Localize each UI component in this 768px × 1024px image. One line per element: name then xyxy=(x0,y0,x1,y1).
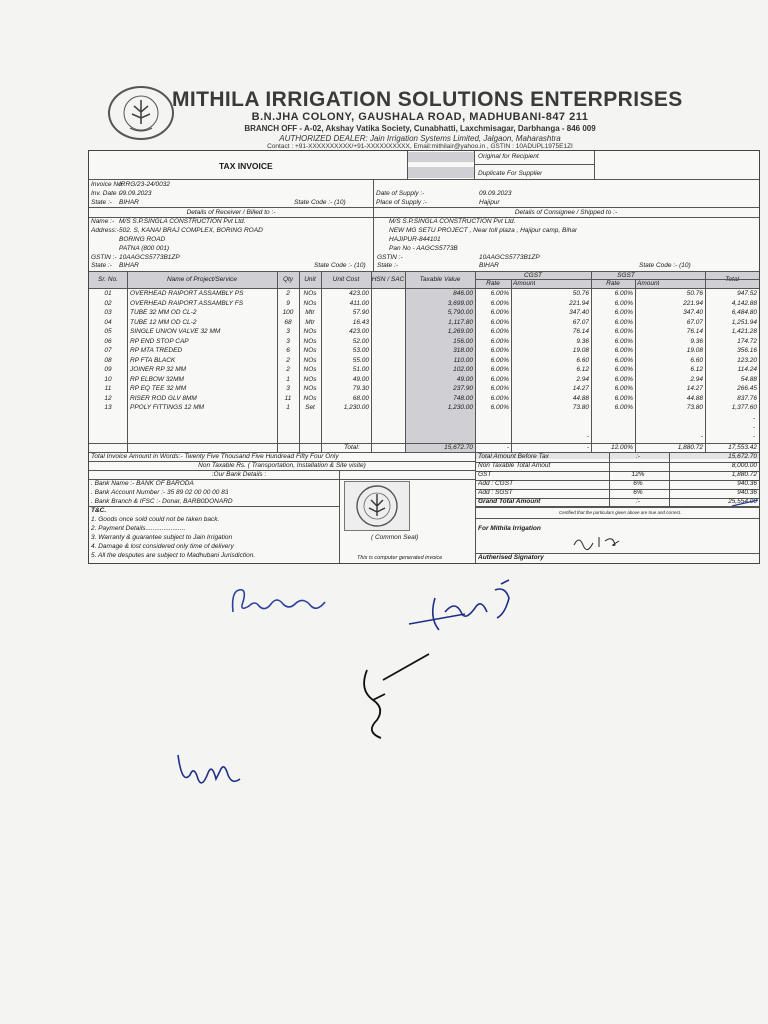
invoice-no-label: Invoice No. xyxy=(91,181,124,188)
item-unit: Mtr xyxy=(305,309,315,316)
item-sr: 11 xyxy=(104,385,112,392)
signature-2 xyxy=(405,578,525,638)
supply-date: 09.09.2023 xyxy=(479,190,512,197)
invoice-table xyxy=(88,150,760,564)
item-qty: 1 xyxy=(286,404,290,411)
certification-note: Certified that the particulars given above are true and correct. xyxy=(559,510,682,515)
item-crate: 6.00% xyxy=(490,309,509,316)
item-camt: 347.40 xyxy=(569,309,589,316)
item-crate: 6.00% xyxy=(490,366,509,373)
summary-label: Grand Total Amount xyxy=(478,498,541,505)
item-samt: 50.76 xyxy=(686,290,703,297)
receiver-gstin: 10AAGCS5773B1ZP xyxy=(119,254,180,261)
item-name: RP FTA BLACK xyxy=(130,356,176,364)
item-qty: 3 xyxy=(286,385,290,392)
item-cost: 1,230.00 xyxy=(343,404,369,411)
invoice-date: 09.09.2023 xyxy=(119,190,152,197)
item-camt: 6.60 xyxy=(576,356,589,364)
item-crate: 6.00% xyxy=(490,385,509,392)
item-cost: 411.00 xyxy=(349,299,369,307)
stray-mark xyxy=(730,498,760,508)
item-sr: 09 xyxy=(104,366,112,373)
summary-label: Non Taxable Total Amout xyxy=(478,462,551,469)
item-total: 1,377.60 xyxy=(731,404,757,411)
item-name: JOINER RP 32 MM xyxy=(130,366,187,373)
empty-dash: - xyxy=(752,424,755,431)
item-samt: 73.80 xyxy=(686,404,703,411)
item-qty: 1 xyxy=(286,375,290,383)
item-srate: 6.00% xyxy=(614,347,633,354)
col-name: Name of Project/Service xyxy=(166,276,238,283)
item-name: OVERHEAD RAIPORT ASSAMBLY FS xyxy=(130,299,244,307)
item-cost: 55.00 xyxy=(352,356,369,364)
item-name: RP MTA TREDED xyxy=(130,347,183,354)
item-qty: 2 xyxy=(286,290,290,297)
item-taxable: 110.00 xyxy=(453,356,473,364)
col-cgst-rate: Rate xyxy=(486,280,500,287)
receiver-name: M/S S.P.SINGLA CONSTRUCTION Pvt Ltd. xyxy=(119,218,246,225)
bank-account: . Bank Account Number :- 35 89 02 00 00 00 83 xyxy=(91,489,229,496)
summary-value: 940.36 xyxy=(737,489,757,496)
item-total: 356.16 xyxy=(737,347,757,354)
item-samt: 44.88 xyxy=(686,394,703,402)
item-cost: 79.30 xyxy=(352,385,369,392)
branch-address: BRANCH OFF - A-02, Akshay Vatika Society, Cunabhatti, Laxchmisagar, Darbhanga - 846 009 xyxy=(244,124,596,133)
terms-item: 4. Damage & lost considered only time of delivery xyxy=(91,543,234,550)
item-unit: NOs xyxy=(303,385,317,392)
item-unit: NOs xyxy=(303,347,317,354)
item-srate: 6.00% xyxy=(614,309,633,316)
col-cgst-amount: Amount xyxy=(513,280,536,287)
receiver-name-label: Name :- xyxy=(91,218,115,225)
item-srate: 6.00% xyxy=(614,328,633,335)
col-unit-cost: Unit Cost xyxy=(332,276,360,283)
item-srate: 6.00% xyxy=(614,375,633,383)
summary-label: Total Amount Before Tax xyxy=(478,453,549,460)
col-unit: Unit xyxy=(304,276,316,283)
item-unit: Mtr xyxy=(305,318,315,326)
item-unit: NOs xyxy=(303,394,317,402)
invoice-state-code: State Code :- (10) xyxy=(294,199,346,206)
receiver-heading: Details of Receiver / Billed to :- xyxy=(186,209,276,216)
item-taxable: 49.00 xyxy=(456,375,473,383)
item-total: 837.76 xyxy=(737,394,757,402)
item-camt: 19.08 xyxy=(572,347,589,354)
item-cost: 57.90 xyxy=(352,309,369,316)
item-samt: 14.27 xyxy=(686,385,703,392)
item-camt: 14.27 xyxy=(572,385,589,392)
item-taxable: 318.00 xyxy=(453,347,473,354)
summary-value: 940.36 xyxy=(737,480,757,487)
item-qty: 6 xyxy=(286,347,290,354)
consignee-gstin: 10AAGCS5773B1ZP xyxy=(479,254,540,261)
contact-line: Contact : +91-XXXXXXXXXX/+91-XXXXXXXXXX, Email:mithilair@yahoo.in , GSTIN : 10ADUPL1975E1ZI xyxy=(267,143,573,150)
item-taxable: 5,790.00 xyxy=(447,309,473,316)
item-crate: 6.00% xyxy=(490,337,509,345)
total-label: Total: xyxy=(344,444,360,451)
item-total: 947.52 xyxy=(737,290,757,297)
supply-place-label: Place of Supply :- xyxy=(376,199,427,206)
item-cost: 51.00 xyxy=(352,366,369,373)
item-cost: 423.00 xyxy=(349,328,369,335)
summary-value: 25,554.00 xyxy=(728,498,757,505)
invoice-state-label: State :- xyxy=(91,199,112,206)
item-sr: 10 xyxy=(104,375,112,383)
summary-rate: 12% xyxy=(631,471,645,478)
item-samt: 9.36 xyxy=(690,337,703,345)
summary-value: 15,672.70 xyxy=(728,453,757,460)
item-samt: 19.08 xyxy=(686,347,703,354)
consignee-address-line: HAJIPUR-844101 xyxy=(389,236,441,243)
item-taxable: 3,699.00 xyxy=(447,299,473,307)
signature-4 xyxy=(172,745,252,795)
item-unit: NOs xyxy=(303,337,317,345)
empty-dash: - xyxy=(752,415,755,422)
for-company-label: For Mithila Irrigation xyxy=(478,525,541,532)
bank-name: . Bank Name :- BANK OF BARODA xyxy=(91,480,194,487)
total-cgst: - xyxy=(586,444,589,451)
item-taxable: 748.00 xyxy=(453,394,473,402)
original-label: Original for Recipient xyxy=(478,153,539,160)
duplicate-label: Duplicate For Supplier xyxy=(478,170,543,177)
item-cost: 16.43 xyxy=(352,318,369,326)
item-samt: 67.07 xyxy=(686,318,703,326)
item-taxable: 1,269.00 xyxy=(447,328,473,335)
summary-value: 8,000.00 xyxy=(731,462,757,469)
item-sr: 12 xyxy=(104,394,112,402)
item-samt: 2.94 xyxy=(690,375,703,383)
item-unit: NOs xyxy=(303,366,317,373)
dealer-line: AUTHORIZED DEALER: Jain Irrigation Systems Limited, Jalgaon, Maharashtra xyxy=(279,134,561,143)
bank-heading: :Our Bank Details : xyxy=(211,471,267,478)
item-sr: 06 xyxy=(104,337,112,345)
supply-place: Hajipur xyxy=(479,199,500,206)
col-sgst-amount: Amount xyxy=(637,280,660,287)
common-seal-label: ( Common Seal) xyxy=(371,534,419,541)
item-total: 123.20 xyxy=(737,356,757,364)
item-sr: 05 xyxy=(104,328,112,335)
consignee-address-line: NEW MG SETU PROJECT , Near toll plaza , Hajipur camp, Bihar xyxy=(389,227,578,234)
item-name: RP ELBOW 32MM xyxy=(130,375,184,383)
item-qty: 3 xyxy=(286,337,290,345)
invoice-no: IRRG/23-24/0032 xyxy=(119,181,170,188)
consignee-heading: Details of Consignee / Shipped to :- xyxy=(514,209,618,216)
item-total: 266.45 xyxy=(737,385,757,392)
item-taxable: 102.00 xyxy=(453,366,473,373)
item-taxable: 237.90 xyxy=(453,385,473,392)
item-crate: 6.00% xyxy=(490,404,509,411)
total-grand: 17,553.42 xyxy=(728,444,757,451)
item-crate: 6.00% xyxy=(490,394,509,402)
item-samt: 221.94 xyxy=(683,299,703,307)
receiver-state: BIHAR xyxy=(119,262,139,269)
col-sgst: SGST xyxy=(617,272,635,279)
item-srate: 6.00% xyxy=(614,385,633,392)
item-srate: 6.00% xyxy=(614,394,633,402)
supply-date-label: Date of Supply :- xyxy=(376,190,425,197)
item-sr: 04 xyxy=(104,318,112,326)
item-unit: NOs xyxy=(303,290,317,297)
item-total: 54.88 xyxy=(740,375,757,383)
item-crate: 6.00% xyxy=(490,299,509,307)
item-sr: 03 xyxy=(104,309,112,316)
common-seal-stamp xyxy=(344,481,410,531)
item-unit: NOs xyxy=(303,299,317,307)
invoice-title: TAX INVOICE xyxy=(219,161,273,171)
summary-label: GST xyxy=(478,471,492,478)
item-samt: 347.40 xyxy=(683,309,703,316)
col-sgst-rate: Rate xyxy=(606,280,620,287)
consignee-state-code: State Code :- (10) xyxy=(639,262,691,269)
item-qty: 11 xyxy=(284,394,292,402)
item-srate: 6.00% xyxy=(614,290,633,297)
receiver-gstin-label: GSTIN :- xyxy=(91,254,117,261)
item-samt: 6.60 xyxy=(690,356,703,364)
item-srate: 6.00% xyxy=(614,337,633,345)
item-qty: 2 xyxy=(286,366,290,373)
item-crate: 6.00% xyxy=(490,290,509,297)
invoice-date-label: Inv. Date :- xyxy=(91,190,123,197)
consignee-state: BIHAR xyxy=(479,262,499,269)
total-taxable: 15,672.70 xyxy=(444,444,473,451)
consignee-gstin-label: GSTIN :- xyxy=(377,254,403,261)
item-total: 114.24 xyxy=(737,366,757,373)
item-cost: 53.00 xyxy=(352,347,369,354)
item-sr: 08 xyxy=(104,356,112,364)
item-taxable: 1,230.00 xyxy=(447,404,473,411)
item-crate: 6.00% xyxy=(490,328,509,335)
item-cost: 49.00 xyxy=(352,375,369,383)
item-name: RISER ROD GLV 8MM xyxy=(130,394,197,402)
invoice-state: BIHAR xyxy=(119,199,139,206)
signature-1 xyxy=(225,582,335,622)
computer-generated-note: This is computer generated invoice xyxy=(357,555,443,561)
item-name: OVERHEAD RAIPORT ASSAMBLY PS xyxy=(130,290,244,297)
total-sgst-rate: 12.00% xyxy=(610,444,633,451)
item-unit: Set xyxy=(305,404,315,411)
item-name: TUBE 12 MM OD CL-2 xyxy=(130,318,197,326)
total-cgst-rate: - xyxy=(506,444,509,451)
item-name: RP EQ TEE 32 MM xyxy=(130,385,187,392)
item-sr: 07 xyxy=(104,347,112,354)
item-camt: 9.36 xyxy=(576,337,589,345)
empty-dash: - xyxy=(700,433,703,440)
receiver-state-code: State Code :- (10) xyxy=(314,262,366,269)
terms-item: 1. Goods once sold could not be taken back. xyxy=(91,516,220,523)
item-sr: 13 xyxy=(104,404,112,411)
item-camt: 221.94 xyxy=(569,299,589,307)
item-crate: 6.00% xyxy=(490,356,509,364)
col-qty: Qty xyxy=(282,276,294,283)
receiver-state-label: State :- xyxy=(91,262,112,269)
item-cost: 68.00 xyxy=(352,394,369,402)
item-total: 1,251.94 xyxy=(731,318,757,326)
item-unit: NOs xyxy=(303,356,317,364)
item-total: 174.72 xyxy=(737,337,757,345)
item-unit: NOs xyxy=(303,328,317,335)
item-srate: 6.00% xyxy=(614,356,633,364)
terms-heading: T&C. xyxy=(91,507,107,514)
terms-item: 5. All the desputes are subject to Madhubani Jurisdiction. xyxy=(91,552,256,559)
empty-dash: - xyxy=(586,433,589,440)
item-sr: 01 xyxy=(104,290,112,297)
item-cost: 52.00 xyxy=(352,337,369,345)
company-signature xyxy=(569,533,649,551)
col-taxable: Taxable Value xyxy=(419,276,461,283)
summary-rate: :- xyxy=(636,498,640,505)
item-crate: 6.00% xyxy=(490,347,509,354)
summary-rate: 6% xyxy=(633,480,643,487)
item-qty: 9 xyxy=(286,299,290,307)
item-total: 4,142.88 xyxy=(731,299,757,307)
item-taxable: 1,117.80 xyxy=(448,318,473,326)
summary-rate: :- xyxy=(636,453,640,460)
item-samt: 76.14 xyxy=(686,328,703,335)
receiver-address-line: 502. S, KANAI BRAJ COMPLEX, BORING ROAD xyxy=(119,227,263,234)
signature-3 xyxy=(355,650,435,745)
item-camt: 67.07 xyxy=(572,318,589,326)
col-cgst: CGST xyxy=(523,272,543,279)
item-camt: 50.76 xyxy=(572,290,589,297)
item-qty: 2 xyxy=(286,356,290,364)
item-qty: 68 xyxy=(284,318,292,326)
item-camt: 76.14 xyxy=(572,328,589,335)
item-name: PPOLY FITTINGS 12 MM xyxy=(130,404,205,411)
item-name: SINGLE UNION VALVE 32 MM xyxy=(130,328,221,335)
item-camt: 73.80 xyxy=(572,404,589,411)
item-cost: 423.00 xyxy=(349,290,369,297)
summary-label: Add : CGST xyxy=(478,480,514,487)
non-taxable-note: Non Taxable Rs. ( Transportation, Installation & Site visite) xyxy=(198,462,366,469)
item-sr: 02 xyxy=(104,299,112,307)
item-name: TUBE 32 MM OD CL-2 xyxy=(130,309,197,316)
item-camt: 44.88 xyxy=(572,394,589,402)
company-address: B.N.JHA COLONY, GAUSHALA ROAD, MADHUBANI-847 211 xyxy=(251,111,589,123)
col-total: Total xyxy=(725,276,739,283)
total-sgst: 1,880.72 xyxy=(677,444,703,451)
empty-dash: - xyxy=(752,433,755,440)
col-hsn: HSN / SAC xyxy=(371,276,405,283)
item-taxable: 156.00 xyxy=(453,337,473,345)
amount-in-words: Total Invoice Amount in Words:- Twenty Five Thousand Five Hundread Fifty Four Only xyxy=(91,453,339,460)
receiver-address-label: Address:- xyxy=(91,227,119,234)
consignee-address-line: Pan No - AAGCS5773B xyxy=(389,245,458,252)
consignee-state-label: State :- xyxy=(377,262,398,269)
item-total: 1,421.28 xyxy=(731,328,757,335)
item-taxable: 846.00 xyxy=(453,290,473,297)
terms-item: 2. Payment Details...................... xyxy=(91,525,186,532)
item-samt: 6.12 xyxy=(690,366,703,373)
item-unit: NOs xyxy=(303,375,317,383)
item-srate: 6.00% xyxy=(614,318,633,326)
item-qty: 3 xyxy=(286,328,290,335)
item-camt: 6.12 xyxy=(576,366,589,373)
item-srate: 6.00% xyxy=(614,299,633,307)
company-name: MITHILA IRRIGATION SOLUTIONS ENTERPRISES xyxy=(172,88,683,111)
terms-item: 3. Warranty & guarantee subject to Jain Irrigation xyxy=(91,534,233,541)
receiver-address-line: BORING ROAD xyxy=(119,236,166,243)
item-crate: 6.00% xyxy=(490,375,509,383)
summary-rate: 6% xyxy=(633,489,643,496)
item-srate: 6.00% xyxy=(614,404,633,411)
authorised-signatory: Autherised Signatory xyxy=(478,554,544,561)
summary-value: 1,880.72 xyxy=(731,471,757,478)
summary-label: Add : SGST xyxy=(478,489,513,496)
item-srate: 6.00% xyxy=(614,366,633,373)
bank-branch: . Bank Branch & IFSC :- Donar, BARB0DONARD xyxy=(91,498,233,505)
item-name: RP END STOP CAP xyxy=(130,337,189,345)
receiver-address-line: PATNA (800 001) xyxy=(119,245,170,252)
consignee-name: M/S S.P.SINGLA CONSTRUCTION Pvt Ltd. xyxy=(389,218,516,225)
item-qty: 100 xyxy=(282,309,294,316)
col-sr: Sr. No. xyxy=(98,276,118,283)
item-crate: 6.00% xyxy=(490,318,509,326)
item-camt: 2.94 xyxy=(576,375,589,383)
item-total: 6,484.80 xyxy=(731,309,757,316)
